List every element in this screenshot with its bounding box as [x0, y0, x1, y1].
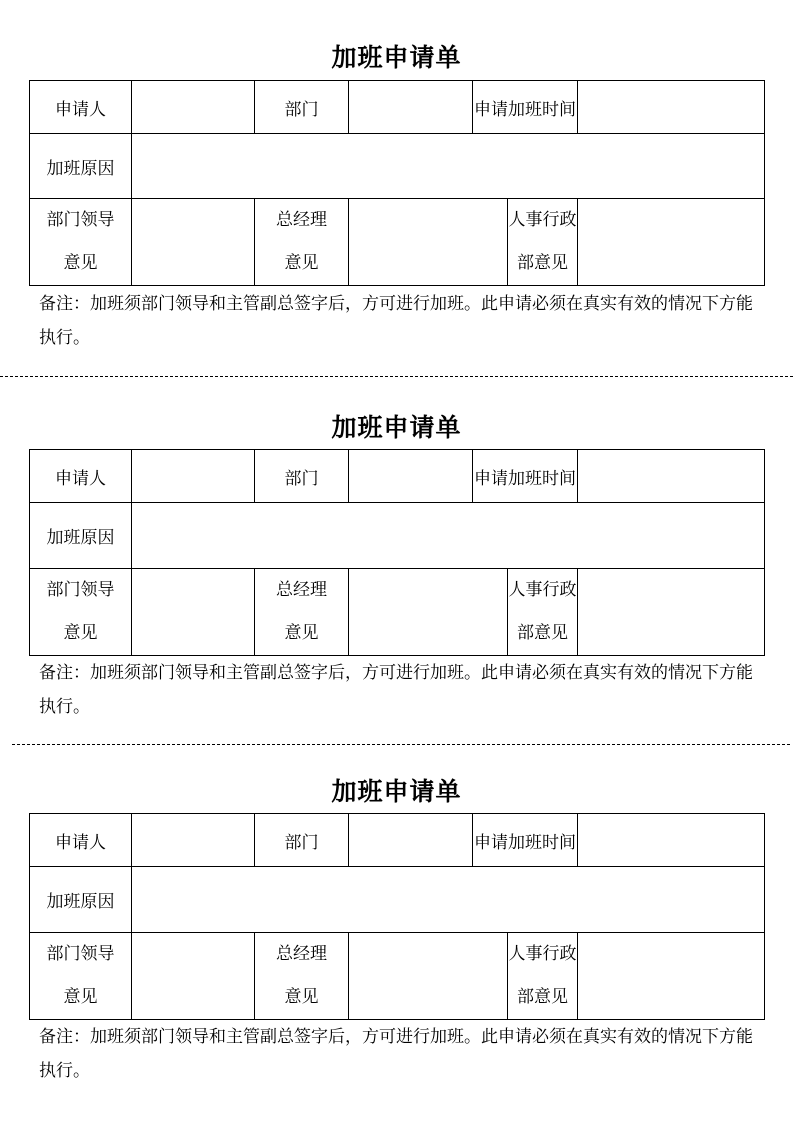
applicant-label: 申请人 [30, 81, 132, 134]
gm-field[interactable] [349, 933, 508, 1020]
applicant-field[interactable] [132, 814, 255, 867]
gm-field[interactable] [349, 199, 508, 286]
hr-field[interactable] [578, 199, 765, 286]
cut-line [0, 376, 793, 377]
form-title: 加班申请单 [331, 413, 462, 442]
hr-label: 人事行政 部意见 [508, 199, 578, 286]
department-label: 部门 [255, 81, 349, 134]
department-field[interactable] [349, 450, 473, 503]
overtime-time-label: 申请加班时间 [473, 450, 578, 503]
department-label: 部门 [255, 450, 349, 503]
form-title: 加班申请单 [331, 777, 462, 806]
hr-field[interactable] [578, 569, 765, 656]
form-table [29, 813, 765, 1020]
applicant-field[interactable] [132, 81, 255, 134]
dept-leader-label: 部门领导 意见 [30, 199, 132, 286]
form-note: 备注：加班须部门领导和主管副总签字后，方可进行加班。此申请必须在真实有效的情况下方能执行。 [39, 663, 753, 717]
hr-field[interactable] [578, 933, 765, 1020]
reason-label: 加班原因 [30, 867, 132, 933]
reason-label: 加班原因 [30, 503, 132, 569]
reason-label: 加班原因 [30, 134, 132, 199]
reason-field[interactable] [132, 867, 765, 933]
form-title: 加班申请单 [331, 43, 462, 72]
dept-leader-label: 部门领导 意见 [30, 569, 132, 656]
hr-label: 人事行政 部意见 [508, 569, 578, 656]
form-table [29, 80, 765, 286]
form-note: 备注：加班须部门领导和主管副总签字后，方可进行加班。此申请必须在真实有效的情况下方能执行。 [39, 294, 753, 348]
gm-field[interactable] [349, 569, 508, 656]
department-field[interactable] [349, 814, 473, 867]
department-label: 部门 [255, 814, 349, 867]
hr-label: 人事行政 部意见 [508, 933, 578, 1020]
department-field[interactable] [349, 81, 473, 134]
reason-field[interactable] [132, 503, 765, 569]
applicant-field[interactable] [132, 450, 255, 503]
overtime-time-label: 申请加班时间 [473, 814, 578, 867]
overtime-time-label: 申请加班时间 [473, 81, 578, 134]
gm-label: 总经理 意见 [255, 199, 349, 286]
overtime-time-field[interactable] [578, 450, 765, 503]
gm-label: 总经理 意见 [255, 933, 349, 1020]
overtime-time-field[interactable] [578, 81, 765, 134]
dept-leader-field[interactable] [132, 933, 255, 1020]
reason-field[interactable] [132, 134, 765, 199]
dept-leader-label: 部门领导 意见 [30, 933, 132, 1020]
form-note: 备注：加班须部门领导和主管副总签字后，方可进行加班。此申请必须在真实有效的情况下方能执行。 [39, 1027, 753, 1081]
applicant-label: 申请人 [30, 814, 132, 867]
overtime-time-field[interactable] [578, 814, 765, 867]
dept-leader-field[interactable] [132, 199, 255, 286]
applicant-label: 申请人 [30, 450, 132, 503]
gm-label: 总经理 意见 [255, 569, 349, 656]
cut-line [12, 744, 790, 745]
form-table [29, 449, 765, 656]
dept-leader-field[interactable] [132, 569, 255, 656]
